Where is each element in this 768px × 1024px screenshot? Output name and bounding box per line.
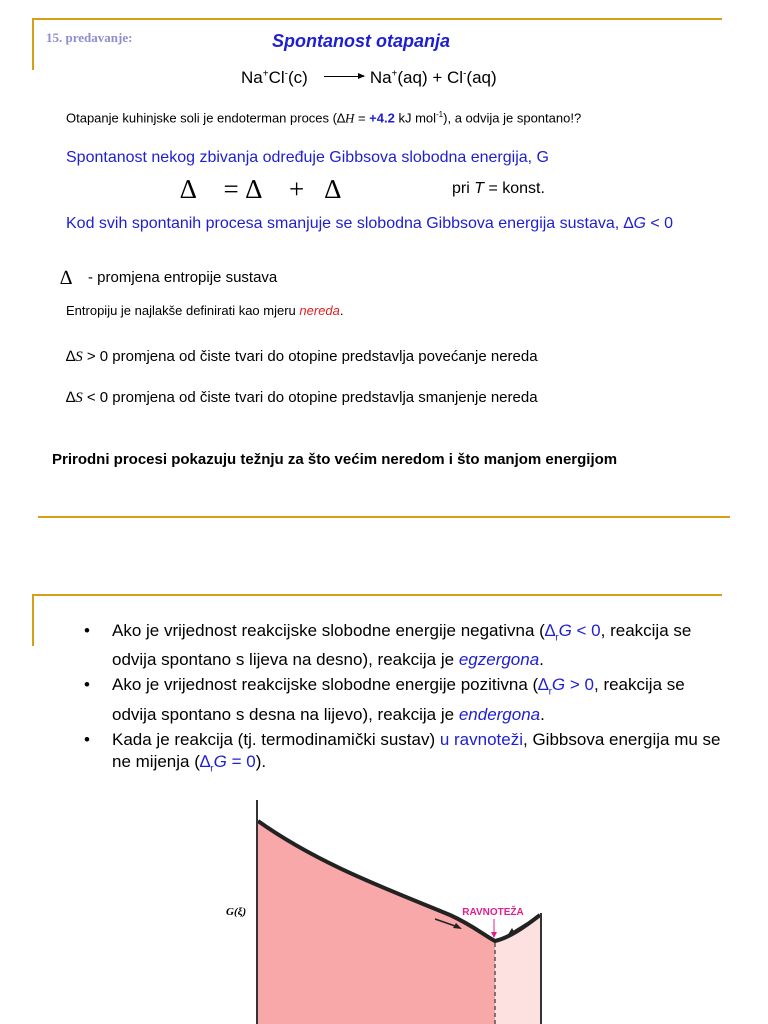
- spontaneous-condition: Kod svih spontanih procesa smanjuje se slobodna Gibbsova energija sustava, ∆G < 0: [66, 215, 674, 232]
- entropy-change-label: - promjena entropije sustava: [88, 269, 278, 286]
- slide2-left-rule: [32, 594, 34, 646]
- slide2-top-rule: [32, 594, 722, 596]
- bullet-equilibrium: • Kada je reakcija (tj. termodinamički sustav) u ravnoteži, Gibbsova energija mu se ne mijenja $(\Delta_rG = 0)$.: [84, 729, 724, 780]
- slide1-left-rule: [32, 18, 34, 70]
- gibbs-energy-diagram: [240, 795, 550, 1024]
- entropy-decrease-line: ∆S < 0 promjena od čiste tvari do otopine predstavlja smanjenje nereda: [66, 389, 538, 406]
- lecture-label: 15. predavanje:: [46, 30, 133, 45]
- entropy-definition: Entropiju je najlakše definirati kao mjeru nereda.: [66, 303, 344, 318]
- enthalpy-paragraph: Otapanje kuhinjske soli je endoterman proces (∆H = +4.2 kJ mol$^{-1}$), a odvija je spontano!?: [66, 110, 582, 126]
- gibbs-intro: Spontanost nekog zbivanja određuje Gibbsova slobodna energija, G: [66, 149, 549, 166]
- natural-process-statement: Prirodni procesi pokazuju težnju za što većim neredom i što manjom energijom: [52, 451, 618, 468]
- entropy-delta-symbol: ∆: [60, 267, 73, 289]
- gibbs-equation: ∆ = ∆ + ∆: [180, 174, 342, 204]
- dissolution-reaction: Na+Cl-(c) Na+(aq) + Cl-(aq): [241, 68, 497, 87]
- slide-title: Spontanost otapanja: [272, 31, 451, 51]
- diagram-y-label: G(ξ): [226, 906, 247, 918]
- reaction-arrow-icon: [324, 76, 364, 77]
- reaction-energy-bullets: [84, 620, 724, 783]
- left-region-fill: [258, 821, 495, 1024]
- equilibrium-label: RAVNOTEŽA: [462, 907, 524, 918]
- entropy-increase-line: ∆S > 0 promjena od čiste tvari do otopine predstavlja povećanje nereda: [66, 348, 538, 365]
- bullet-exergonic: • Ako je vrijednost reakcijske slobodne energije negativna ($\Delta_rG < 0$, reakcija se odvija spontano s lijeva na desno), reakcija je egzergona.: [84, 620, 724, 671]
- slide1-top-rule: [32, 18, 722, 20]
- equilibrium-arrow-icon: [491, 919, 497, 938]
- gibbs-condition: pri T = konst.: [452, 180, 545, 197]
- bullet-endergonic: • Ako je vrijednost reakcijske slobodne energije pozitivna ($\Delta_rG > 0$, reakcija se odvija spontano s desna na lijevo), reakcija je endergona.: [84, 674, 724, 725]
- slide1-bottom-rule: [38, 516, 730, 518]
